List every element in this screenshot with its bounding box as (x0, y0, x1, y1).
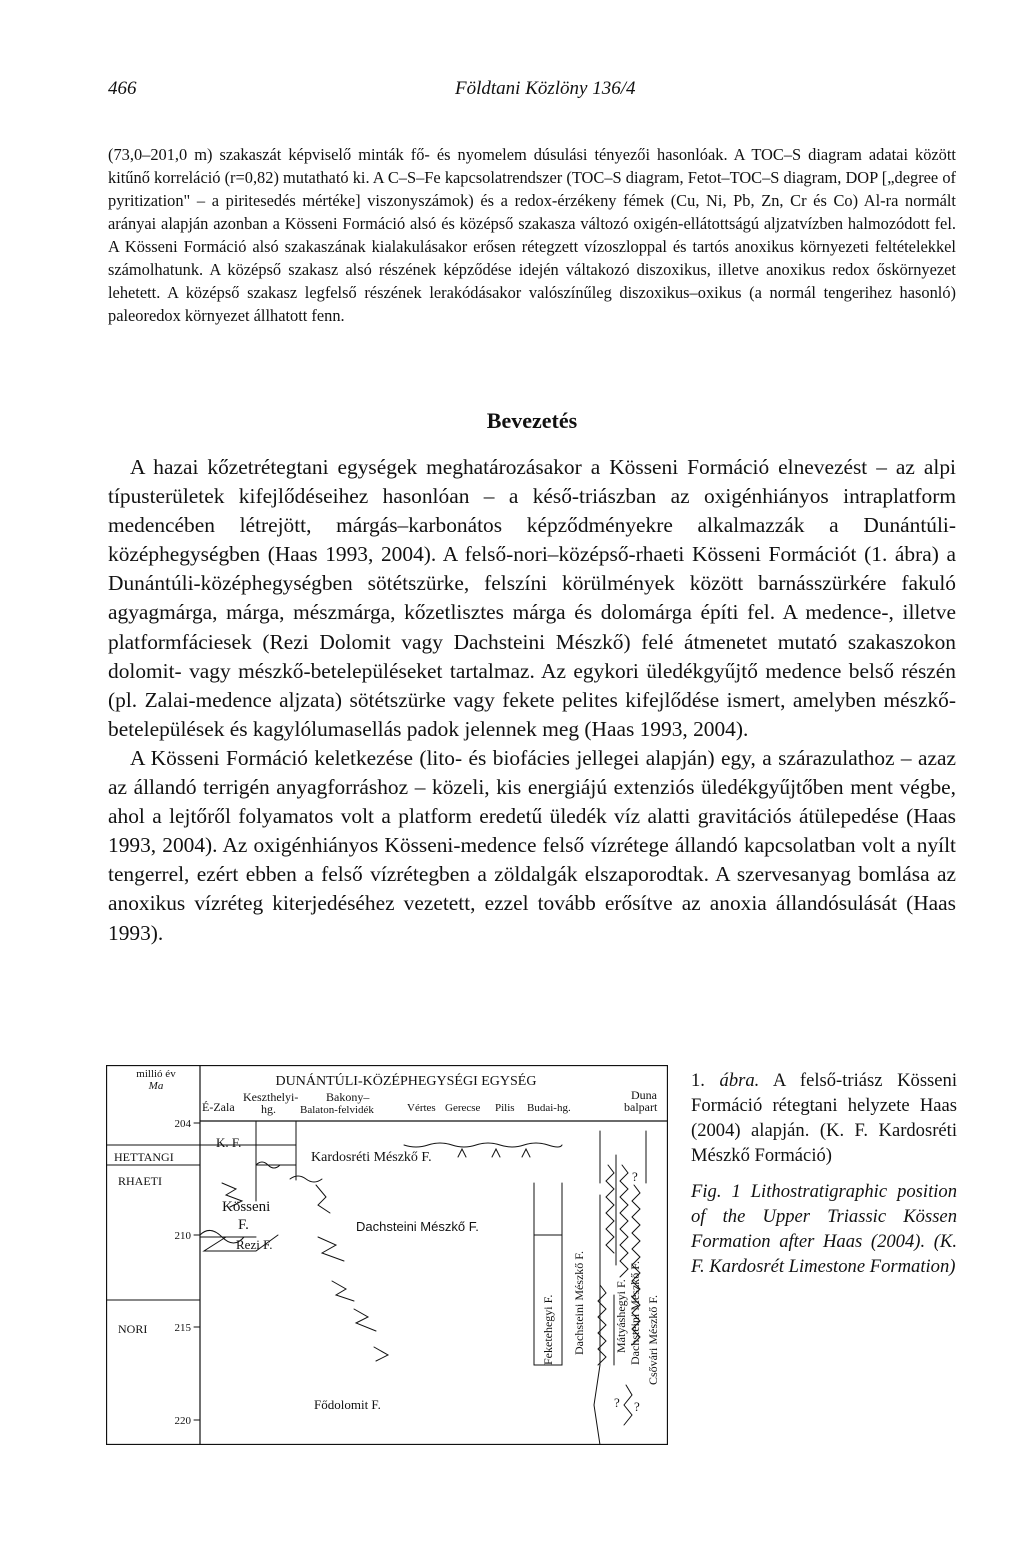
formation-label: Dachsteini Mészkő F. (628, 1260, 642, 1365)
formation-label: Rezi F. (236, 1237, 273, 1252)
formation-label: Fődolomit F. (314, 1397, 381, 1412)
caption-abra: ábra. (719, 1070, 760, 1091)
formation-label: Mátyáshegyi F. (614, 1279, 628, 1353)
age-tick-label: 220 (174, 1415, 191, 1427)
column-label: Keszthelyi- (243, 1090, 299, 1104)
body-text (108, 453, 956, 948)
column-label: Gerecse (445, 1102, 481, 1114)
uncertainty-mark: ? (634, 1399, 640, 1414)
column-label: Pilis (495, 1102, 515, 1114)
abstract-continuation (108, 143, 956, 327)
column-label: Duna (631, 1088, 657, 1102)
stage-label: HETTANGI (114, 1150, 174, 1164)
formation-label: Csővári Mészkő F. (646, 1294, 660, 1385)
column-label: hg. (261, 1102, 276, 1116)
column-label: É-Zala (202, 1100, 235, 1114)
page-number: 466 (108, 78, 137, 99)
stratigraphic-figure (106, 1065, 668, 1445)
column-label: balpart (624, 1100, 658, 1114)
unit-label: millió év (136, 1068, 176, 1080)
journal-title: Földtani Közlöny 136/4 (455, 78, 636, 99)
formation-label: Dachsteini Mészkő F. (356, 1219, 479, 1234)
formation-label: K. F. (216, 1135, 242, 1150)
formation-label: Kösseni (222, 1199, 271, 1215)
caption-text: A felső-triász Kösseni Formáció rétegtani helyzete Haas (2004) alapján. (K. F. Kardosréti Mészkő Formáció) (691, 1070, 958, 1166)
formation-label: Kardosréti Mészkő F. (311, 1150, 432, 1165)
caption-text: Fig. 1 Lithostratigraphic position of the Upper Triassic Kössen Formation after Haas (2004). (K. F. Kardosrét Limestone Formation) (691, 1181, 957, 1277)
uncertainty-mark: ? (614, 1395, 620, 1410)
column-label: Balaton-felvidék (300, 1104, 374, 1116)
paragraph: A Kösseni Formáció keletkezése (lito- és biofácies jellegei alapján) egy, a szárazulathoz – azaz az állandó terrigén anyagforráshoz – közeli, kis energiájú extenziós üledékgyűjtőben ment végbe, ahol a lejtőről folyamatos volt a platform eredetű üledék víz alatti gravitációs átülepedése (Haas 1993, 2004). Az oxigénhiányos Kösseni-medence felső vízrétege állandó kapcsolatban volt a nyílt tengerrel, ezért ebben a felső vízrétegben a zöldalgák elszaporodtak. A szervesanyag bomlása az anoxikus vízréteg kiterjedéséhez vezetett, ezzel tovább erősítve az anoxia állandósulását (Haas 1993). (108, 745, 956, 945)
column-label: Budai-hg. (527, 1102, 571, 1114)
figure-caption-english (691, 1179, 957, 1279)
formation-label: Feketehegyi F. (541, 1294, 555, 1365)
column-label: Vértes (407, 1102, 436, 1114)
age-tick-label: 210 (174, 1230, 191, 1242)
caption-figure-number: 1. (691, 1070, 705, 1091)
age-tick-label: 204 (174, 1118, 191, 1130)
stage-label: NORI (118, 1322, 148, 1336)
abstract-text: (73,0–201,0 m) szakaszát képviselő minták fő- és nyomelem dúsulási tényezői hasonlóak. A TOC–S diagram adatai között kitűnő korreláció (r=0,82) mutatható ki. A C–S–Fe kapcsolatrendszer (TOC–S diagram, Fetot–TOC–S diagram, DOP [„degree of pyritization" – a piritesedés mértéke] viszonyszámok) és a redox-érzékeny fémek (Cu, Ni, Pb, Zn, Cr és Co) Al-ra normált arányai alapján azonban a Kösseni Formáció alsó és középső szakasza változó oxigén-ellátottságú aljzatvízben halmozódott fel. A Kösseni Formáció alsó szakaszának kialakulásakor erősen rétegzett vízoszloppal és tartós anoxikus környezeti feltételekkel számolhatunk. A középső szakasz alsó részének képződése idején váltakozó diszoxikus, illetve anoxikus redox őskörnyezet lehetett. A középső szakasz legfelső részének lerakódásakor valószínűleg diszoxikus–oxikus (a normál tengerihez hasonló) paleoredox környezet állhatott fenn. (108, 145, 956, 325)
stage-label: RHAETI (118, 1174, 162, 1188)
figure-title: DUNÁNTÚLI-KÖZÉPHEGYSÉGI EGYSÉG (275, 1074, 537, 1089)
figure-caption-hungarian (691, 1068, 957, 1168)
paragraph: A hazai kőzetrétegtani egységek meghatározásakor a Kösseni Formáció elnevezést – az alpi típusterületek kifejlődéseihez hasonlóan – a késő-triászban az oxigénhiányos intraplatform medencében létrejött, márgás–karbonátos képződményekre alkalmazzák a Dunántúli-középhegységben (Haas 1993, 2004). A felső-nori–középső-rhaeti Kösseni Formációt (1. ábra) a Dunántúli-középhegységben sötétszürke, felszíni körülmények között barnásszürkére fakuló agyagmárga, márga, mészmárga, kőzetlisztes márga és dolomárga építi fel. A medence-, illetve platformfáciesek (Rezi Dolomit vagy Dachsteini Mészkő) felé átmenetet mutató szakaszokon dolomit- vagy mészkő-betelepüléseket tartalmaz. Az egykori üledékgyűjtő medence belső részén (pl. Zalai-medence aljzata) sötétszürke vagy fekete pelites kifejlődése ismert, amelyben mészkő-betelepülések és kagylólumasellás padok jelennek meg (Haas 1993, 2004). (108, 455, 956, 741)
section-heading: Bevezetés (486, 408, 578, 433)
formation-label: Dachsteini Mészkő F. (572, 1250, 586, 1355)
uncertainty-mark: ? (632, 1169, 638, 1184)
column-label: Bakony– (326, 1090, 370, 1104)
ma-label: Ma (148, 1080, 164, 1092)
formation-label: F. (238, 1217, 249, 1233)
age-tick-label: 215 (174, 1322, 191, 1334)
